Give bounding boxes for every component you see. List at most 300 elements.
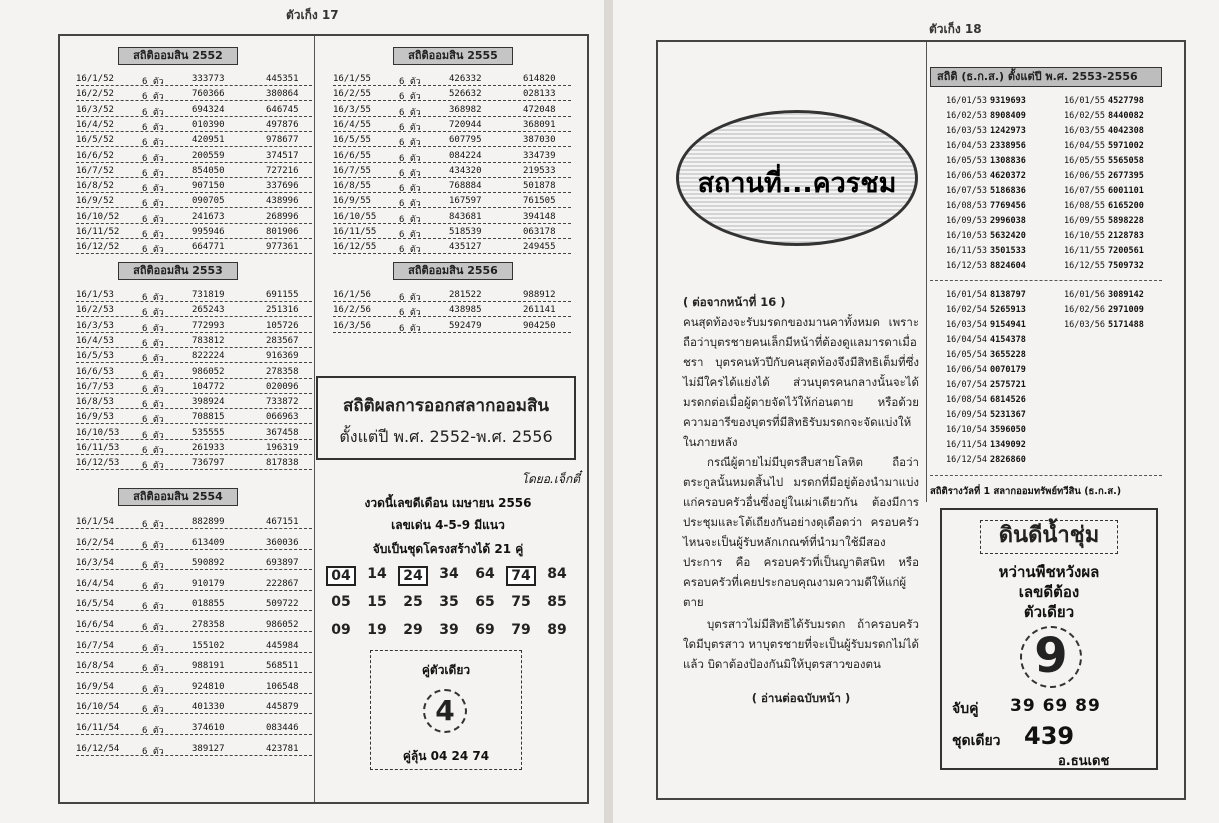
stats-cell: 4154378 <box>990 335 1026 345</box>
stats-cell: 3501533 <box>990 246 1026 256</box>
table-cell: 16/7/54 <box>76 640 114 651</box>
table-cell: 6 ตัว <box>399 77 421 87</box>
table-row <box>333 225 571 239</box>
table-cell: 472048 <box>523 104 556 115</box>
table-cell: 16/12/55 <box>333 242 377 253</box>
stats-cell: 6165200 <box>1108 201 1144 211</box>
grid-number: 34 <box>439 566 459 582</box>
table-cell: 420951 <box>192 135 225 146</box>
stats-cell: 16/04/55 <box>1064 141 1105 151</box>
stats-cell: 4620372 <box>990 171 1026 181</box>
table-cell: 6 ตัว <box>142 77 164 87</box>
table-cell: 200559 <box>192 150 225 161</box>
table-row <box>76 742 312 756</box>
table-cell: 6 ตัว <box>399 122 421 133</box>
table-cell: 249455 <box>523 242 556 253</box>
table-cell: 222867 <box>266 578 299 589</box>
stats-cell: 16/05/55 <box>1064 156 1105 166</box>
grid-number: 74 <box>506 566 536 586</box>
grid-number: 69 <box>475 622 495 638</box>
table-cell: 16/5/54 <box>76 599 114 610</box>
table-cell: 986052 <box>192 366 225 377</box>
structure: จับเป็นชุดโครงสร้างได้ 21 คู่ <box>372 542 524 556</box>
table-cell: 278358 <box>266 366 299 377</box>
stats-cell: 16/08/53 <box>946 201 987 211</box>
continued-next: ( อ่านต่อฉบับหน้า ) <box>751 691 851 705</box>
table-cell: 6 ตัว <box>142 354 164 365</box>
table-cell: 018855 <box>192 599 225 610</box>
table-cell: 261933 <box>192 443 225 453</box>
table-cell: 6 ตัว <box>142 338 164 349</box>
table-cell: 16/4/54 <box>76 578 114 589</box>
table-row <box>333 240 571 254</box>
table-cell: 6 ตัว <box>399 199 421 210</box>
section-title: สถิติออมสิน 2555 <box>393 47 513 65</box>
column-divider <box>314 36 315 802</box>
page-label: ตัวเก็ง 17 <box>286 8 339 22</box>
single-digit-box <box>370 650 522 770</box>
table-cell: 374610 <box>192 723 225 733</box>
page-label: ตัวเก็ง 18 <box>929 22 982 36</box>
grid-number: 75 <box>511 594 531 610</box>
table-row <box>76 225 312 239</box>
table-cell: 261141 <box>523 305 556 316</box>
stats-cell: 2996038 <box>990 216 1026 226</box>
grid-number: 85 <box>547 594 567 610</box>
stats-row <box>946 141 1160 153</box>
table-cell: 16/3/53 <box>76 320 114 331</box>
table-cell: 445984 <box>266 640 299 651</box>
table-cell: 6 ตัว <box>399 184 421 195</box>
table-cell: 6 ตัว <box>142 138 164 149</box>
table-cell: 6 ตัว <box>399 92 421 103</box>
table-row <box>76 680 312 694</box>
stats-cell: 3655228 <box>990 350 1026 360</box>
stats-cell: 16/01/53 <box>946 96 987 106</box>
table-cell: 916369 <box>266 351 299 362</box>
stats-cell: 16/10/55 <box>1064 231 1105 241</box>
table-cell: 607795 <box>449 135 482 146</box>
stats-cell: 5971002 <box>1108 141 1144 151</box>
stats-cell: 2338956 <box>990 141 1026 151</box>
table-cell: 6 ตัว <box>142 168 164 179</box>
table-cell: 423781 <box>266 743 299 754</box>
table-cell: 6 ตัว <box>142 540 164 551</box>
stats-row <box>946 96 1160 108</box>
table-cell: 167597 <box>449 196 482 207</box>
section-title: สถิติออมสิน 2556 <box>393 262 513 280</box>
stats-cell: 7200561 <box>1108 246 1144 256</box>
table-cell: 6 ตัว <box>142 623 164 633</box>
stats-cell: 8138797 <box>990 290 1026 300</box>
stats-cell: 3089142 <box>1108 290 1144 300</box>
table-cell: 16/3/52 <box>76 104 114 115</box>
table-row <box>76 133 312 147</box>
table-row <box>76 395 312 409</box>
stats-cell: 7769456 <box>990 201 1026 211</box>
table-cell: 6 ตัว <box>142 684 164 695</box>
table-cell: 334739 <box>523 150 556 161</box>
table-row <box>76 365 312 379</box>
stats-cell: 16/12/53 <box>946 261 987 271</box>
table-cell: 6 ตัว <box>399 230 421 240</box>
table-row <box>76 118 312 132</box>
stats-row <box>946 261 1160 273</box>
table-cell: 6 ตัว <box>399 168 421 179</box>
table-row <box>76 441 312 455</box>
table-cell: 16/4/52 <box>76 119 114 130</box>
stats-row <box>946 305 1160 317</box>
table-cell: 16/9/52 <box>76 196 114 207</box>
table-cell: 16/3/54 <box>76 558 114 569</box>
stats-footer: สถิติรางวัลที่ 1 สลากออมทรัพย์ทวีสิน (ธ.ก.ส.) <box>930 486 1122 497</box>
stats-cell: 16/07/53 <box>946 186 987 196</box>
stats-cell: 16/11/53 <box>946 246 987 256</box>
table-cell: 16/9/55 <box>333 196 371 207</box>
table-cell: 105726 <box>266 320 299 331</box>
table-row <box>333 133 571 147</box>
table-cell: 16/5/55 <box>333 135 371 146</box>
stats-row <box>946 440 1160 452</box>
table-row <box>76 349 312 363</box>
stats-row <box>946 126 1160 138</box>
table-cell: 16/2/53 <box>76 305 114 316</box>
table-cell: 772993 <box>192 320 225 331</box>
table-cell: 720944 <box>449 119 482 130</box>
table-cell: 526632 <box>449 89 482 100</box>
stats-cell: 2826860 <box>990 455 1026 465</box>
oval-title: สถานที่...ควรชม <box>697 168 897 199</box>
table-cell: 6 ตัว <box>142 293 164 303</box>
table-cell: 435127 <box>449 242 482 253</box>
table-cell: 16/10/54 <box>76 702 120 713</box>
stats-cell: 16/10/54 <box>946 425 987 435</box>
table-cell: 16/4/55 <box>333 119 371 130</box>
table-row <box>76 87 312 101</box>
stats-row <box>946 365 1160 377</box>
table-row <box>76 597 312 611</box>
stats-cell: 4527798 <box>1108 96 1144 106</box>
table-cell: 083446 <box>266 723 299 733</box>
table-cell: 977361 <box>266 242 299 253</box>
table-cell: 6 ตัว <box>142 214 164 225</box>
table-cell: 380864 <box>266 89 299 100</box>
table-cell: 6 ตัว <box>399 245 421 256</box>
stats-cell: 16/04/54 <box>946 335 987 345</box>
table-cell: 367458 <box>266 427 299 438</box>
table-cell: 6 ตัว <box>142 323 164 334</box>
table-cell: 6 ตัว <box>142 122 164 133</box>
table-row <box>333 319 571 333</box>
stats-cell: 16/06/53 <box>946 171 987 181</box>
table-cell: 822224 <box>192 351 225 362</box>
stats-cell: 16/01/56 <box>1064 290 1105 300</box>
stats-cell: 16/02/53 <box>946 111 987 121</box>
stats-cell: 1308836 <box>990 156 1026 166</box>
table-cell: 426332 <box>449 74 482 84</box>
table-cell: 6 ตัว <box>142 461 164 472</box>
grid-number: 09 <box>331 622 351 638</box>
table-cell: 843681 <box>449 211 482 222</box>
divider <box>930 280 1162 281</box>
table-row <box>333 164 571 178</box>
stats-cell: 2128783 <box>1108 231 1144 241</box>
table-cell: 6 ตัว <box>142 446 164 456</box>
stats-cell: 16/06/54 <box>946 365 987 375</box>
promo-line2: เลขดีต้อง <box>1018 583 1080 601</box>
table-row <box>76 179 312 193</box>
table-cell: 6 ตัว <box>142 107 164 118</box>
table-cell: 708815 <box>192 412 225 423</box>
table-cell: 434320 <box>449 165 482 176</box>
table-cell: 592479 <box>449 320 482 331</box>
table-cell: 646745 <box>266 104 299 115</box>
continued-from: ( ต่อจากหน้าที่ 16 ) <box>683 295 786 309</box>
table-cell: 281522 <box>449 290 482 300</box>
grid-number: 89 <box>547 622 567 638</box>
table-cell: 907150 <box>192 181 225 192</box>
oval-banner <box>676 110 918 246</box>
table-cell: 760366 <box>192 89 225 100</box>
table-cell: 16/5/52 <box>76 135 114 146</box>
table-cell: 6 ตัว <box>399 308 421 319</box>
stats-cell: 1349092 <box>990 440 1026 450</box>
table-cell: 16/7/55 <box>333 165 371 176</box>
stats-cell: 3596050 <box>990 425 1026 435</box>
stats-cell: 16/12/55 <box>1064 261 1105 271</box>
table-row <box>333 103 571 117</box>
table-cell: 733872 <box>266 397 299 408</box>
table-cell: 16/1/54 <box>76 517 114 527</box>
article-paragraph-2: กรณีผู้ตายไม่มีบุตรสืบสายโลหิต ถือว่าตระกูลนั้นหมดสิ้นไป มรดกที่มีอยู่ต้องนำมาแบ่งแก่ครอบครัวอื่นซึ่งอยู่ในเผ่าเดียวกัน ต้องมีการประชุมและโต้เถียงกันอย่างดุเดือดว่า ครอบครัวไหนจะเป็นผู้รับหลักเกณฑ์ที่นำมาใช้มีสองประการ คือ ครอบครัวที่เป็นญาติสนิท หรือครอบครัวที่เคยประกอบคุณงามความดีให้แก่ผู้ตาย <box>683 455 919 609</box>
table-cell: 6 ตัว <box>142 230 164 240</box>
table-cell: 16/2/52 <box>76 89 114 100</box>
table-cell: 438985 <box>449 305 482 316</box>
table-cell: 16/8/55 <box>333 181 371 192</box>
promo-pairs: 39 69 89 <box>1010 696 1101 716</box>
table-cell: 16/11/55 <box>333 227 377 237</box>
table-cell: 768884 <box>449 181 482 192</box>
table-cell: 6 ตัว <box>142 520 164 530</box>
box-digit: 4 <box>423 689 467 733</box>
stats-cell: 16/07/55 <box>1064 186 1105 196</box>
table-cell: 904250 <box>523 320 556 331</box>
stats-row <box>946 455 1160 467</box>
table-row <box>333 179 571 193</box>
table-cell: 6 ตัว <box>142 384 164 395</box>
table-cell: 6 ตัว <box>142 561 164 572</box>
grid-number: 14 <box>367 566 387 582</box>
table-cell: 16/10/55 <box>333 211 377 222</box>
table-cell: 6 ตัว <box>142 726 164 736</box>
table-cell: 106548 <box>266 681 299 692</box>
period: งวดนี้เลขดีเดือน เมษายน 2556 <box>364 496 532 510</box>
pairs-label: จับคู่ <box>952 701 979 717</box>
table-cell: 368982 <box>449 104 482 115</box>
grid-number: 29 <box>403 622 423 638</box>
table-cell: 518539 <box>449 227 482 237</box>
table-cell: 978677 <box>266 135 299 146</box>
headline-line2: ตั้งแต่ปี พ.ศ. 2552-พ.ศ. 2556 <box>339 427 553 446</box>
table-cell: 438996 <box>266 196 299 207</box>
stats-cell: 2677395 <box>1108 171 1144 181</box>
table-row <box>76 334 312 348</box>
table-cell: 6 ตัว <box>399 214 421 225</box>
table-row <box>333 149 571 163</box>
table-cell: 16/12/52 <box>76 242 120 253</box>
table-cell: 6 ตัว <box>142 369 164 380</box>
stats-row <box>946 290 1160 302</box>
table-cell: 16/5/53 <box>76 351 114 362</box>
stats-cell: 8824604 <box>990 261 1026 271</box>
stats-cell: 16/09/54 <box>946 410 987 420</box>
table-cell: 6 ตัว <box>142 705 164 716</box>
table-cell: 6 ตัว <box>399 107 421 118</box>
grid-number: 65 <box>475 594 495 610</box>
stats-cell: 16/10/53 <box>946 231 987 241</box>
grid-number: 19 <box>367 622 387 638</box>
grid-number: 25 <box>403 594 423 610</box>
section-title: สถิติออมสิน 2554 <box>118 488 238 506</box>
stats-cell: 16/05/53 <box>946 156 987 166</box>
stats-row <box>946 186 1160 198</box>
table-cell: 387030 <box>523 135 556 146</box>
table-row <box>333 288 571 302</box>
stats-cell: 16/07/54 <box>946 380 987 390</box>
table-cell: 6 ตัว <box>142 415 164 426</box>
hint: เลขเด่น 4-5-9 มีแนว <box>391 518 505 532</box>
table-cell: 736797 <box>192 458 225 469</box>
table-row <box>76 410 312 424</box>
table-cell: 398924 <box>192 397 225 408</box>
stats-cell: 16/11/55 <box>1064 246 1105 256</box>
table-cell: 590892 <box>192 558 225 569</box>
table-cell: 196319 <box>266 443 299 453</box>
table-cell: 995946 <box>192 227 225 237</box>
table-row <box>76 288 312 302</box>
stats-row <box>946 425 1160 437</box>
stats-cell: 9154941 <box>990 320 1026 330</box>
table-row <box>76 700 312 714</box>
stats-cell: 16/04/53 <box>946 141 987 151</box>
stats-cell: 8908409 <box>990 111 1026 121</box>
table-cell: 445351 <box>266 74 299 84</box>
stats-cell: 5265913 <box>990 305 1026 315</box>
table-cell: 988912 <box>523 290 556 300</box>
stats-cell: 2575721 <box>990 380 1026 390</box>
table-cell: 16/8/53 <box>76 397 114 408</box>
table-cell: 16/1/52 <box>76 74 114 84</box>
stats-cell: 5231367 <box>990 410 1026 420</box>
table-cell: 16/1/53 <box>76 290 114 300</box>
table-cell: 6 ตัว <box>142 400 164 411</box>
table-cell: 497876 <box>266 119 299 130</box>
table-cell: 6 ตัว <box>142 430 164 441</box>
table-row <box>76 164 312 178</box>
table-cell: 691155 <box>266 290 299 300</box>
stats-row <box>946 395 1160 407</box>
table-cell: 333773 <box>192 74 225 84</box>
promo-author: อ.ธนเดช <box>1058 754 1110 769</box>
table-row <box>76 240 312 254</box>
promo-box <box>940 508 1158 770</box>
table-row <box>76 210 312 224</box>
stats-row <box>946 350 1160 362</box>
table-cell: 535555 <box>192 427 225 438</box>
promo-title: ดินดีน้ำชุ่ม <box>980 520 1118 554</box>
table-cell: 010390 <box>192 119 225 130</box>
stats-cell: 16/02/54 <box>946 305 987 315</box>
stats-cell: 16/03/53 <box>946 126 987 136</box>
table-cell: 6 ตัว <box>142 746 164 757</box>
table-row <box>333 72 571 86</box>
stats-cell: 0070179 <box>990 365 1026 375</box>
table-cell: 268996 <box>266 211 299 222</box>
stats-cell: 5898228 <box>1108 216 1144 226</box>
table-cell: 761505 <box>523 196 556 207</box>
stats-row <box>946 231 1160 243</box>
table-cell: 6 ตัว <box>142 153 164 164</box>
stats-cell: 16/09/53 <box>946 216 987 226</box>
table-cell: 6 ตัว <box>399 138 421 149</box>
table-cell: 389127 <box>192 743 225 754</box>
table-cell: 986052 <box>266 620 299 630</box>
table-row <box>76 618 312 632</box>
table-cell: 020096 <box>266 381 299 392</box>
table-cell: 6 ตัว <box>142 92 164 103</box>
table-cell: 16/1/55 <box>333 74 371 84</box>
stats-cell: 5186836 <box>990 186 1026 196</box>
stats-cell: 5565058 <box>1108 156 1144 166</box>
table-cell: 693897 <box>266 558 299 569</box>
table-cell: 614820 <box>523 74 556 84</box>
table-cell: 988191 <box>192 661 225 672</box>
table-cell: 783812 <box>192 335 225 346</box>
headline-line1: สถิติผลการออกสลากออมสิน <box>342 396 550 416</box>
table-cell: 401330 <box>192 702 225 713</box>
stats-cell: 1242973 <box>990 126 1026 136</box>
byline: โดยอ.เจ็กตี๋ <box>521 472 580 486</box>
table-cell: 16/4/53 <box>76 335 114 346</box>
stats-row <box>946 410 1160 422</box>
table-cell: 16/10/53 <box>76 427 120 438</box>
table-row <box>76 659 312 673</box>
promo-line3: ตัวเดียว <box>1023 603 1075 621</box>
stats-cell: 16/03/54 <box>946 320 987 330</box>
table-cell: 16/12/53 <box>76 458 120 469</box>
section-title: สถิติออมสิน 2553 <box>118 262 238 280</box>
article-paragraph-1: คนสุดท้องจะรับมรดกของมานคาทั้งหมด เพราะถือว่าบุตรชายคนเล็กมีหน้าที่ต้องดูแลมารดาเมื่อชรา บุตรคนหัวปีกับคนสุดท้องจึงมีสิทธิเต็มที่ซึ่งไม่มีใครได้แย่งได้ ส่วนบุตรคนกลางนั้นจะได้มรดกต่อเมื่อผู้ตายจัดไว้ให้ก่อนตาย หรือด้วยความอารีของบุตรที่มีสิทธิรับมรดกจะจัดแบ่งให้ในภายหลัง <box>683 315 919 449</box>
stats-cell: 16/08/54 <box>946 395 987 405</box>
table-row <box>76 456 312 470</box>
page-gutter <box>604 0 613 823</box>
table-cell: 6 ตัว <box>399 323 421 334</box>
table-row <box>76 721 312 735</box>
stats-row <box>946 380 1160 392</box>
table-cell: 16/2/56 <box>333 305 371 316</box>
table-row <box>76 194 312 208</box>
stats-row <box>946 111 1160 123</box>
table-cell: 360036 <box>266 537 299 548</box>
table-cell: 509722 <box>266 599 299 610</box>
stats-cell: 8440082 <box>1108 111 1144 121</box>
grid-number: 64 <box>475 566 495 582</box>
table-cell: 063178 <box>523 227 556 237</box>
table-cell: 613409 <box>192 537 225 548</box>
table-cell: 16/7/53 <box>76 381 114 392</box>
table-cell: 066963 <box>266 412 299 423</box>
table-row <box>76 639 312 653</box>
